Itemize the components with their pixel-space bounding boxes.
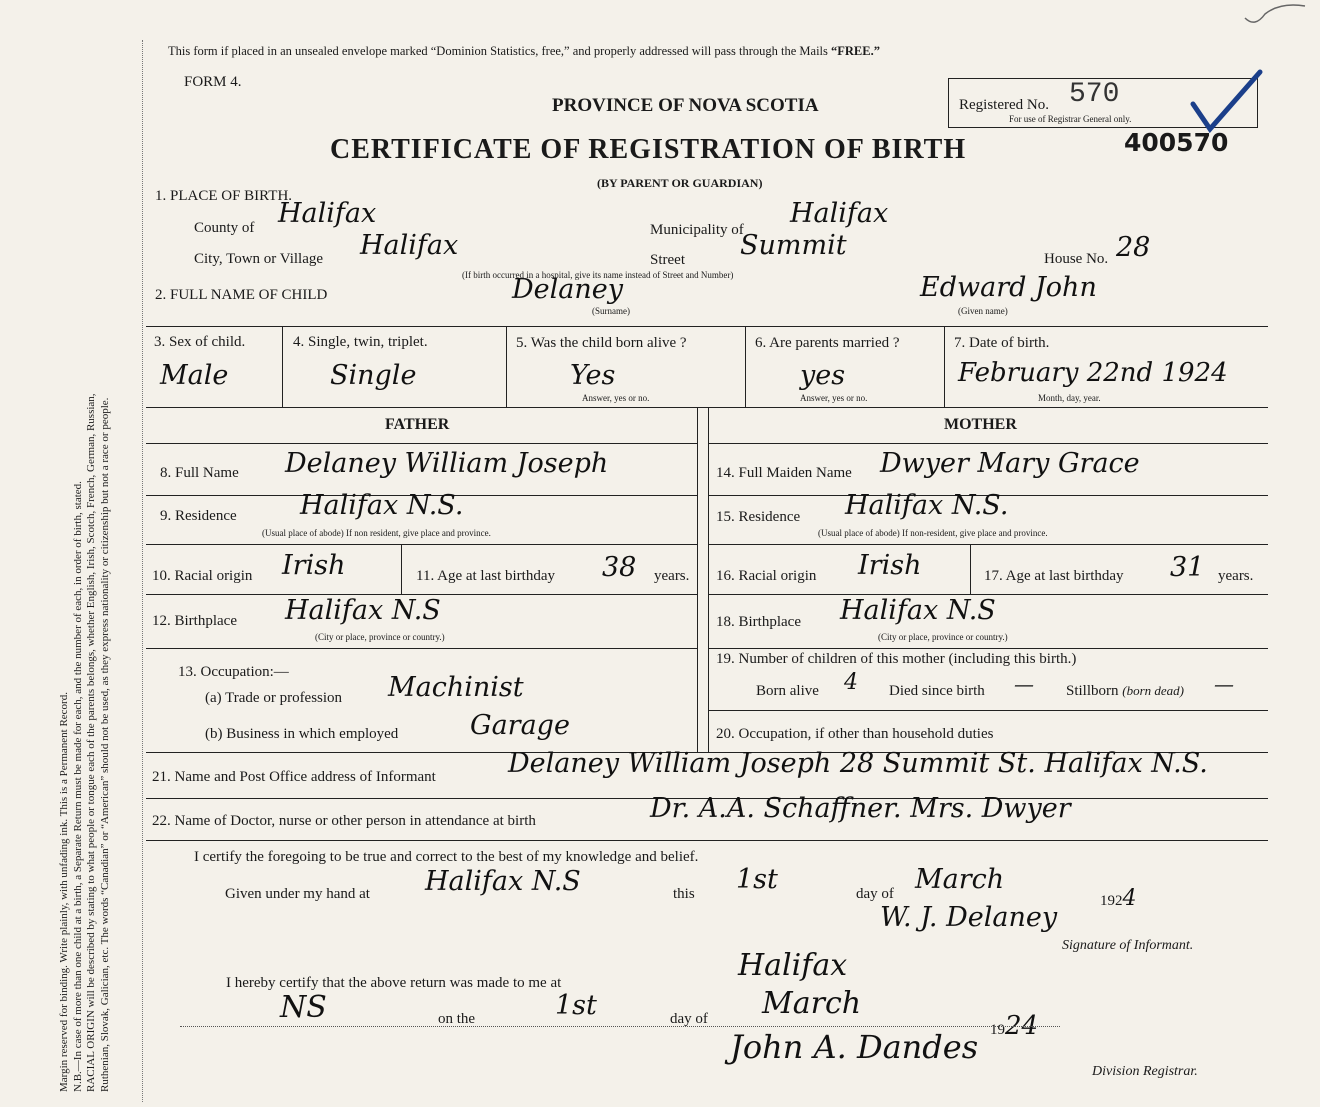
binding-margin-line bbox=[142, 40, 143, 1102]
father-years: years. bbox=[654, 568, 690, 584]
mother-residence-value: Halifax N.S. bbox=[845, 490, 1009, 521]
father-age-label: 11. Age at last birthday bbox=[416, 568, 555, 584]
married-value: yes bbox=[800, 360, 846, 391]
mother-race-label: 16. Racial origin bbox=[716, 568, 817, 584]
sex-value: Male bbox=[160, 360, 229, 391]
house-label: House No. bbox=[1044, 251, 1109, 267]
registrar-year-suffix: 24 bbox=[1005, 1011, 1039, 1041]
trade-label: (a) Trade or profession bbox=[205, 690, 343, 706]
this-label: this bbox=[673, 886, 695, 902]
street-value: Summit bbox=[740, 230, 847, 261]
born-alive-value: 4 bbox=[844, 670, 858, 695]
municipality-label: Municipality of bbox=[650, 222, 744, 238]
dob-value: February 22nd 1924 bbox=[958, 358, 1228, 388]
stamped-number: 400570 bbox=[1124, 128, 1229, 157]
division-registrar-label: Division Registrar. bbox=[1092, 1064, 1198, 1079]
plurality-value: Single bbox=[330, 360, 417, 391]
father-row-rule-2 bbox=[146, 544, 698, 545]
mother-birthplace-value: Halifax N.S bbox=[840, 595, 996, 626]
stillborn-value: — bbox=[1214, 672, 1234, 696]
alive-value: Yes bbox=[570, 360, 616, 391]
father-residence-value: Halifax N.S. bbox=[300, 490, 464, 521]
father-age-divider bbox=[401, 544, 402, 594]
mother-race-value: Irish bbox=[858, 550, 922, 581]
surname-note: (Surname) bbox=[592, 306, 630, 316]
alive-answer-note: Answer, yes or no. bbox=[582, 393, 650, 403]
mother-heading-rule bbox=[708, 443, 1268, 444]
registrar-year-prefix: 19 bbox=[990, 1022, 1005, 1038]
registered-label: Registered No. bbox=[959, 97, 1049, 113]
died-value: — bbox=[1014, 672, 1034, 696]
mother-row-rule-5 bbox=[708, 710, 1268, 711]
given-place: Halifax N.S bbox=[425, 866, 581, 897]
stillborn-note: (born dead) bbox=[1122, 683, 1185, 698]
father-race-label: 10. Racial origin bbox=[152, 568, 253, 584]
row3-bottom-rule bbox=[146, 407, 1268, 408]
city-value: Halifax bbox=[360, 230, 459, 261]
mother-birthplace-note: (City or place, province or country.) bbox=[878, 632, 1008, 642]
registrar-dotted-line bbox=[180, 1026, 1060, 1027]
row3-top-rule bbox=[146, 326, 1268, 327]
margin-line-3: RACIAL ORIGIN will be described by stating to what people or tongue each of the parents belongs, whether English, Irish, Scotch, French, German, Russian, bbox=[85, 393, 97, 1092]
given-year-prefix: 192 bbox=[1100, 893, 1123, 909]
mother-heading: MOTHER bbox=[944, 416, 1017, 433]
form-number: FORM 4. bbox=[184, 74, 242, 90]
business-label: (b) Business in which employed bbox=[205, 726, 399, 742]
row3-divider-1 bbox=[282, 326, 283, 407]
father-right-border bbox=[697, 407, 698, 752]
sex-label: 3. Sex of child. bbox=[154, 334, 246, 350]
mother-residence-label: 15. Residence bbox=[716, 509, 801, 525]
certify-text: I certify the foregoing to be true and correct to the best of my knowledge and belief. bbox=[194, 849, 699, 865]
mother-occupation-label: 20. Occupation, if other than household duties bbox=[716, 726, 994, 742]
registrar-place: Halifax bbox=[738, 948, 848, 983]
died-label: Died since birth bbox=[889, 683, 985, 699]
given-under-label: Given under my hand at bbox=[225, 886, 370, 902]
mother-row-rule-2 bbox=[708, 544, 1268, 545]
registrar-signature: John A. Dandes bbox=[730, 1028, 979, 1066]
mail-notice bbox=[168, 44, 880, 59]
born-alive-label: Born alive bbox=[756, 683, 819, 699]
mother-row-rule-4 bbox=[708, 648, 1268, 649]
page-subtitle: (BY PARENT OR GUARDIAN) bbox=[597, 176, 763, 190]
father-birthplace-label: 12. Birthplace bbox=[152, 613, 237, 629]
page-title: CERTIFICATE OF REGISTRATION OF BIRTH bbox=[330, 134, 967, 165]
dob-note: Month, day, year. bbox=[1038, 393, 1101, 403]
given-day: 1st bbox=[736, 864, 778, 895]
mother-years: years. bbox=[1218, 568, 1254, 584]
province-heading: PROVINCE OF NOVA SCOTIA bbox=[552, 95, 819, 116]
mother-name-label: 14. Full Maiden Name bbox=[716, 465, 852, 481]
mother-birthplace-label: 18. Birthplace bbox=[716, 614, 801, 630]
mother-abode-note: (Usual place of abode) If non-resident, give place and province. bbox=[818, 528, 1048, 538]
child-name-label: 2. FULL NAME OF CHILD bbox=[155, 287, 328, 303]
trade-value: Machinist bbox=[388, 672, 524, 703]
row3-divider-4 bbox=[944, 326, 945, 407]
registrar-use-note: For use of Registrar General only. bbox=[1009, 114, 1132, 124]
registrar-certify-text: I hereby certify that the above return was made to me at bbox=[226, 975, 562, 991]
dob-label: 7. Date of birth. bbox=[954, 335, 1050, 351]
occupation-label: 13. Occupation:— bbox=[178, 664, 289, 680]
mail-notice-text: This form if placed in an unsealed envelope marked “Dominion Statistics, free,” and properly addressed will pass through the Mails bbox=[168, 44, 828, 58]
doctor-value: Dr. A.A. Schaffner. Mrs. Dwyer bbox=[650, 793, 1071, 824]
mother-age-value: 31 bbox=[1170, 552, 1205, 583]
street-label: Street bbox=[650, 252, 685, 268]
margin-instructions bbox=[58, 32, 112, 1092]
father-name-label: 8. Full Name bbox=[160, 465, 239, 481]
on-the-label: on the bbox=[438, 1011, 476, 1027]
father-race-value: Irish bbox=[282, 550, 346, 581]
child-given-name: Edward John bbox=[920, 272, 1097, 303]
county-value: Halifax bbox=[278, 198, 377, 229]
father-row-rule-4 bbox=[146, 648, 698, 649]
father-abode-note: (Usual place of abode) If non resident, give place and province. bbox=[262, 528, 491, 538]
registrar-day-of-label: day of bbox=[670, 1011, 708, 1027]
informant-signature-label: Signature of Informant. bbox=[1062, 938, 1194, 953]
registered-number: 570 bbox=[1069, 79, 1120, 110]
child-surname: Delaney bbox=[512, 274, 623, 305]
mother-age-divider bbox=[970, 544, 971, 594]
house-value: 28 bbox=[1116, 232, 1151, 263]
stillborn-label bbox=[1066, 683, 1184, 700]
stillborn-label-text: Stillborn bbox=[1066, 683, 1119, 699]
father-age-value: 38 bbox=[602, 552, 637, 583]
registrar-month: March bbox=[762, 986, 862, 1021]
father-birthplace-note: (City or place, province or country.) bbox=[315, 632, 445, 642]
informant-label: 21. Name and Post Office address of Informant bbox=[152, 769, 436, 785]
pencil-mark-icon bbox=[1240, 0, 1310, 30]
mail-notice-free: “FREE.” bbox=[831, 44, 880, 58]
father-name-value: Delaney William Joseph bbox=[285, 448, 609, 479]
mother-name-value: Dwyer Mary Grace bbox=[880, 448, 1140, 479]
plurality-label: 4. Single, twin, triplet. bbox=[293, 334, 428, 350]
father-residence-label: 9. Residence bbox=[160, 508, 237, 524]
margin-line-2: N.B.—In case of more than one child at a birth, a Separate Return must be made for each, and the number of each, in order of birth, stated. bbox=[71, 481, 84, 1092]
row3-divider-3 bbox=[745, 326, 746, 407]
children-label: 19. Number of children of this mother (including this birth.) bbox=[716, 651, 1077, 667]
city-label: City, Town or Village bbox=[194, 251, 324, 267]
margin-line-4: Ruthenian, Slovak, Galician, etc. The words “Canadian” or “American” should not be used, as they express nationality or citizenship but not a race or people. bbox=[98, 397, 111, 1092]
registrar-day: 1st bbox=[555, 990, 597, 1021]
day-of-label: day of bbox=[856, 886, 894, 902]
margin-line-1: Margin reserved for binding. Write plainly, with unfading ink. This is a Permanent Record. bbox=[58, 692, 70, 1092]
mother-left-border bbox=[708, 407, 709, 752]
business-value: Garage bbox=[470, 710, 570, 741]
informant-value: Delaney William Joseph 28 Summit St. Halifax N.S. bbox=[508, 748, 1208, 779]
alive-label: 5. Was the child born alive ? bbox=[516, 335, 687, 351]
given-year-suffix: 4 bbox=[1122, 886, 1137, 911]
row3-divider-2 bbox=[506, 326, 507, 407]
married-answer-note: Answer, yes or no. bbox=[800, 393, 868, 403]
mother-age-label: 17. Age at last birthday bbox=[984, 568, 1124, 584]
county-label: County of bbox=[194, 220, 255, 236]
given-month: March bbox=[915, 864, 1005, 895]
municipality-value: Halifax bbox=[790, 198, 889, 229]
hospital-note: (If birth occurred in a hospital, give its name instead of Street and Number) bbox=[462, 270, 734, 280]
registrar-place-2: NS bbox=[280, 990, 327, 1025]
informant-signature: W. J. Delaney bbox=[880, 902, 1058, 933]
father-heading-rule bbox=[146, 443, 698, 444]
father-heading: FATHER bbox=[385, 416, 450, 433]
doctor-label: 22. Name of Doctor, nurse or other person in attendance at birth bbox=[152, 813, 536, 829]
given-name-note: (Given name) bbox=[958, 306, 1008, 316]
place-heading: 1. PLACE OF BIRTH. bbox=[155, 188, 293, 204]
doctor-bottom-rule bbox=[146, 840, 1268, 841]
father-birthplace-value: Halifax N.S bbox=[285, 595, 441, 626]
married-label: 6. Are parents married ? bbox=[755, 335, 900, 351]
